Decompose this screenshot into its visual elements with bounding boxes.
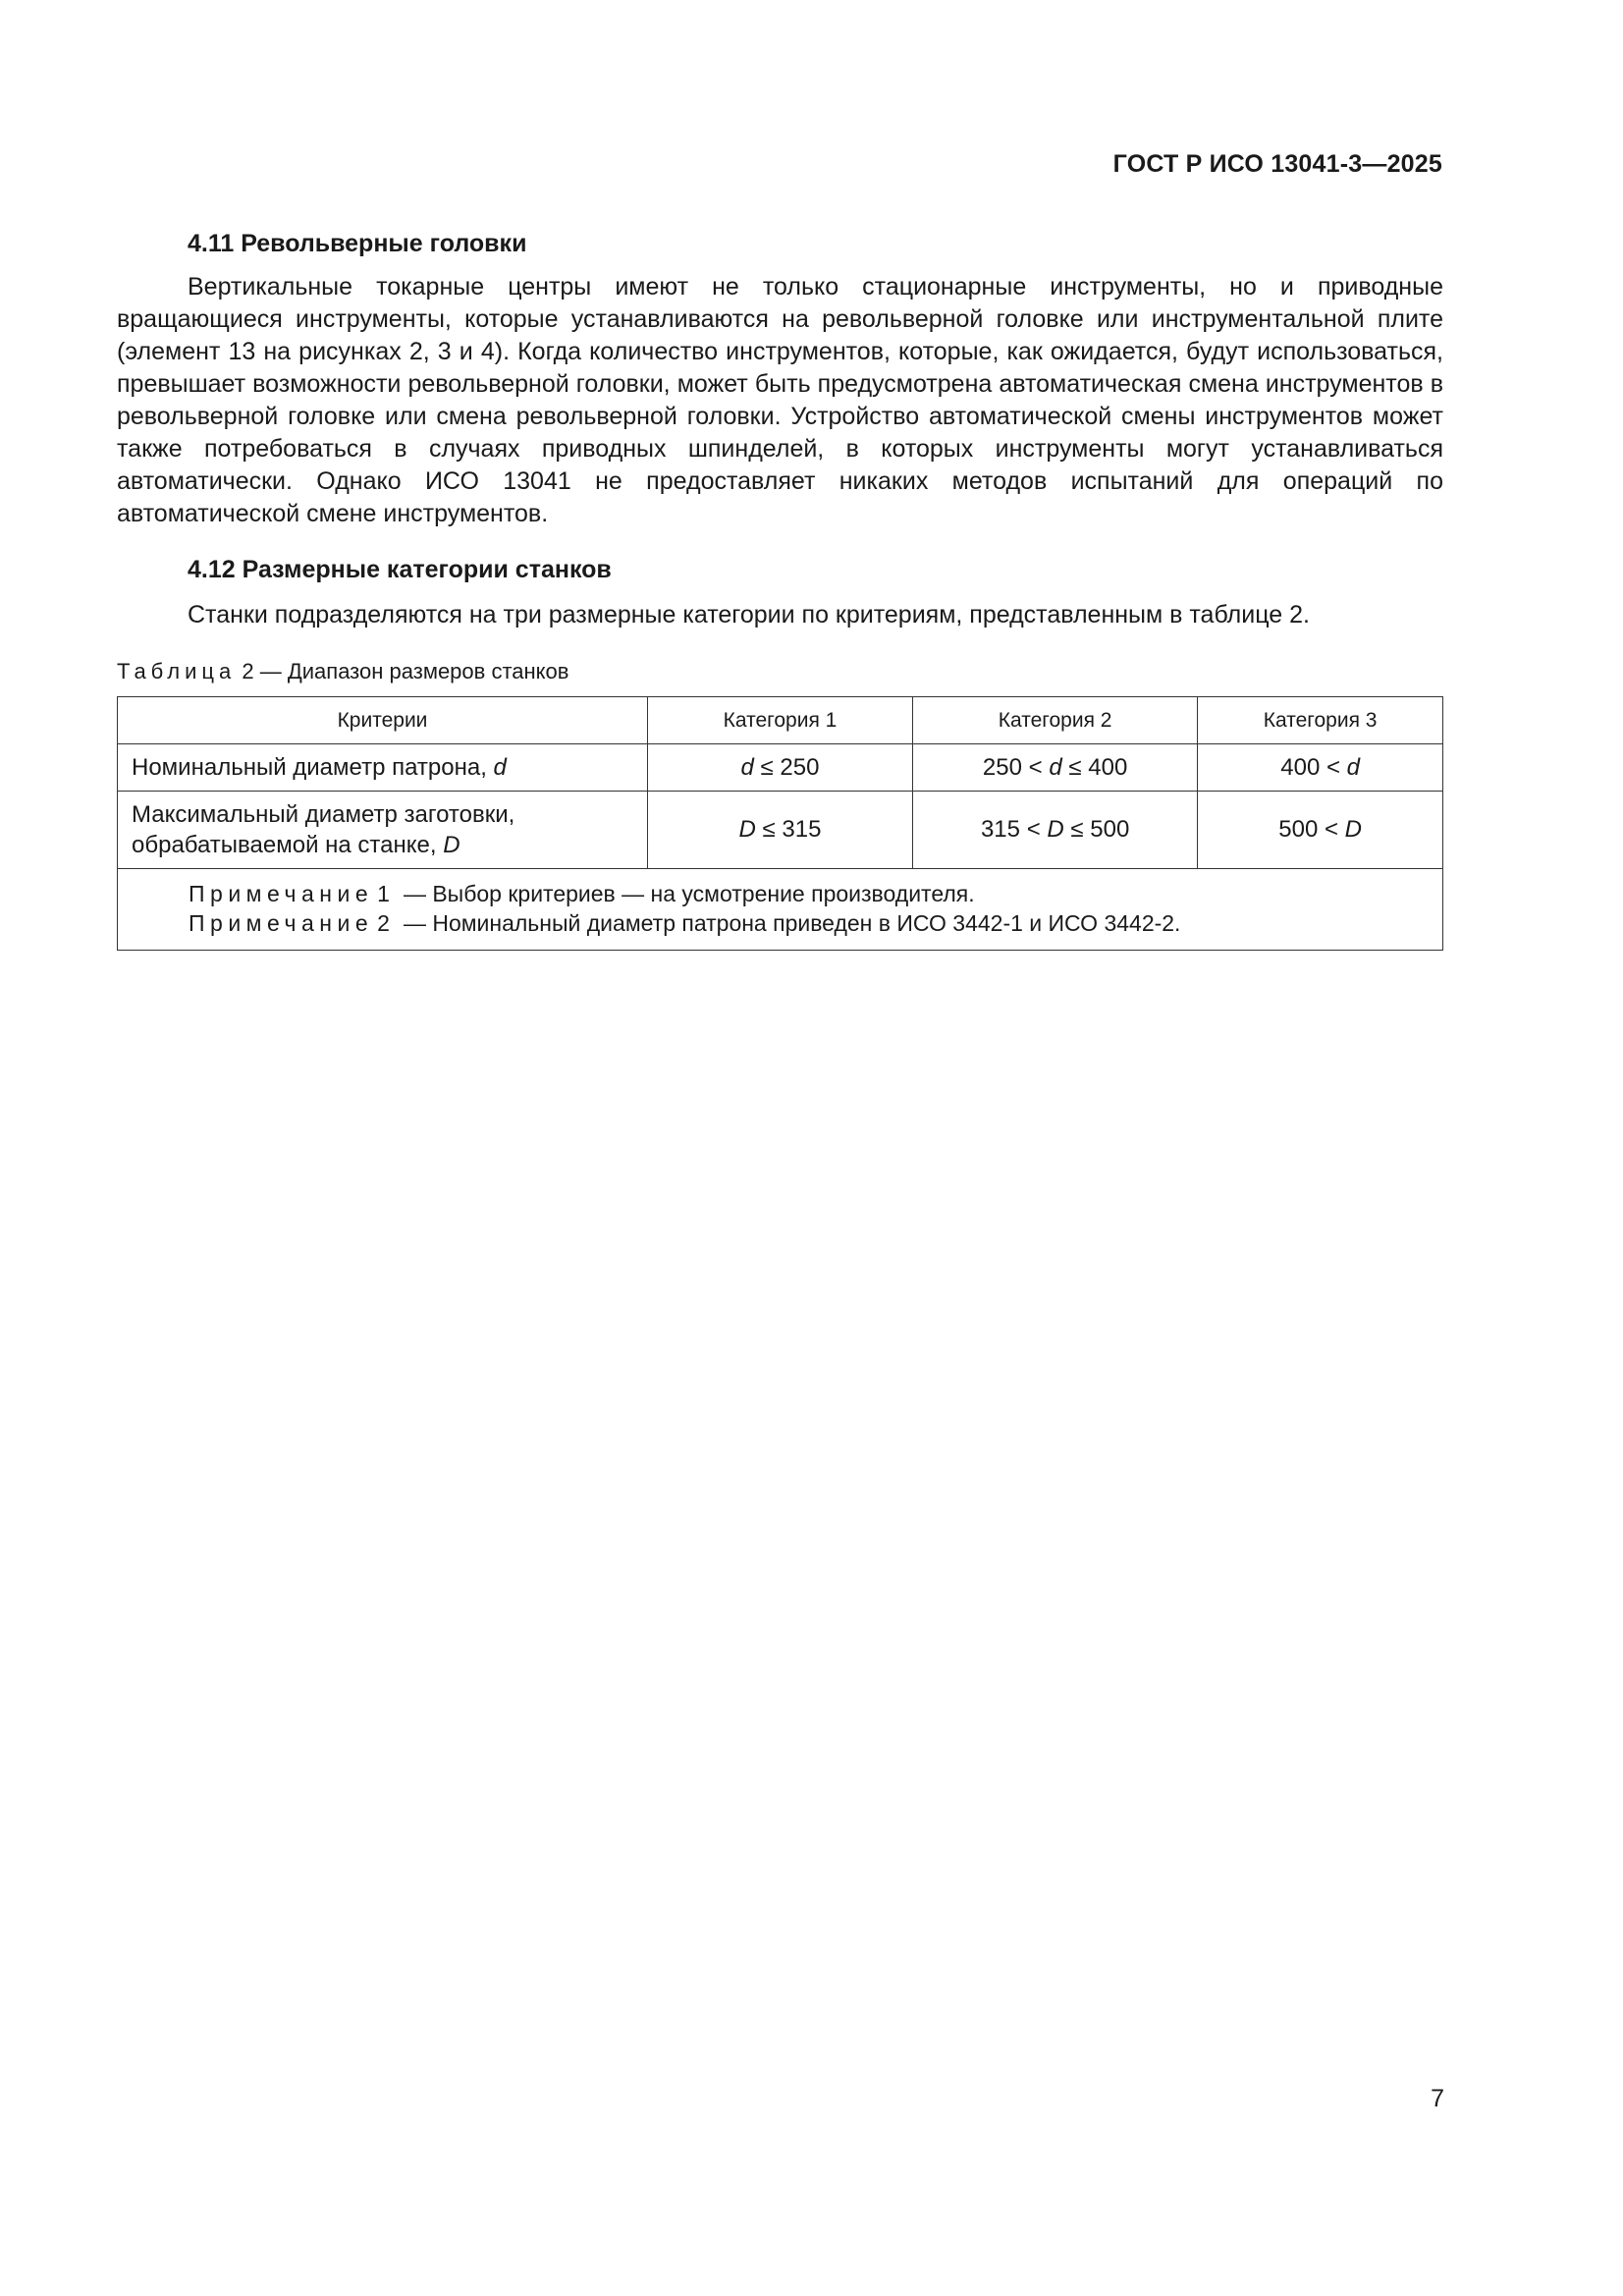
note-number: 2 — [377, 910, 390, 936]
criterion-text: Максимальный диаметр заготовки, — [132, 801, 515, 828]
category-2-value: 315 < D ≤ 500 — [980, 816, 1130, 843]
size-range-table — [117, 696, 1443, 951]
table-row — [118, 744, 1443, 792]
table-header-row — [118, 697, 1443, 744]
table-notes-cell — [118, 869, 1443, 951]
category-1-cell — [648, 744, 913, 792]
note-text: — Номинальный диаметр патрона приведен в ИСО 3442-1 и ИСО 3442-2. — [403, 910, 1181, 936]
header-category-2: Категория 2 — [913, 697, 1198, 744]
criterion-text-line-2: обрабатываемой на станке, — [132, 832, 444, 858]
section-4-11-title: 4.11 Револьверные головки — [188, 230, 527, 257]
table-note-2 — [189, 908, 1442, 938]
criterion-symbol: d — [493, 754, 507, 781]
category-3-cell — [1198, 744, 1443, 792]
criterion-text: Номинальный диаметр патрона, — [132, 754, 494, 781]
document-id-header: ГОСТ Р ИСО 13041-3—2025 — [1112, 150, 1442, 178]
note-number: 1 — [377, 881, 390, 906]
category-3-value: 500 < D — [1278, 816, 1363, 843]
category-1-value: d ≤ 250 — [740, 753, 820, 781]
header-criteria: Критерии — [118, 697, 648, 744]
category-2-cell — [913, 792, 1198, 869]
category-3-value: 400 < d — [1280, 753, 1361, 781]
category-2-value: 250 < d ≤ 400 — [982, 753, 1128, 781]
table-row — [118, 792, 1443, 869]
criterion-cell — [118, 744, 648, 792]
section-4-12-title: 4.12 Размерные категории станков — [188, 556, 612, 583]
section-4-12-paragraph: Станки подразделяются на три размерные категории по критериям, представленным в таблице 2. — [188, 601, 1310, 629]
criterion-symbol: D — [443, 832, 460, 858]
page-number: 7 — [1431, 2085, 1444, 2112]
category-2-cell — [913, 744, 1198, 792]
category-1-value: D ≤ 315 — [738, 816, 822, 843]
table-notes-row — [118, 869, 1443, 951]
header-category-1: Категория 1 — [648, 697, 913, 744]
table-caption — [117, 657, 1443, 686]
table-caption-title: 2 — Диапазон размеров станков — [242, 659, 569, 683]
note-text: — Выбор критериев — на усмотрение производителя. — [403, 881, 975, 906]
note-label: Примечание — [189, 881, 374, 906]
criterion-cell — [118, 792, 648, 869]
section-4-11-paragraph: Вертикальные токарные центры имеют не только стационарные инструменты, но и приводные вращающиеся инструменты, которые устанавливаются на револьверной головке или инструментальной плите (элемент 13 на рисунках 2, 3 и 4). Когда количество инструментов, которые, как ожидается, будут использоваться, превышает возможности револьверной головки, может быть предусмотрена автоматическая смена инструментов в револьверной головке или смена револьверной головки. Устройство автоматической смены инструментов может также потребоваться в случаях приводных шпинделей, в которых инструменты могут устанавливаться автоматически. Однако ИСО 13041 не предоставляет никаких методов испытаний для операций по автоматической смене инструментов. — [117, 273, 1443, 527]
table-note-1 — [189, 879, 1442, 908]
category-1-cell — [648, 792, 913, 869]
header-category-3: Категория 3 — [1198, 697, 1443, 744]
category-3-cell — [1198, 792, 1443, 869]
note-label: Примечание — [189, 910, 374, 936]
table-caption-word: Таблица — [117, 659, 237, 683]
page-content — [117, 224, 1443, 951]
